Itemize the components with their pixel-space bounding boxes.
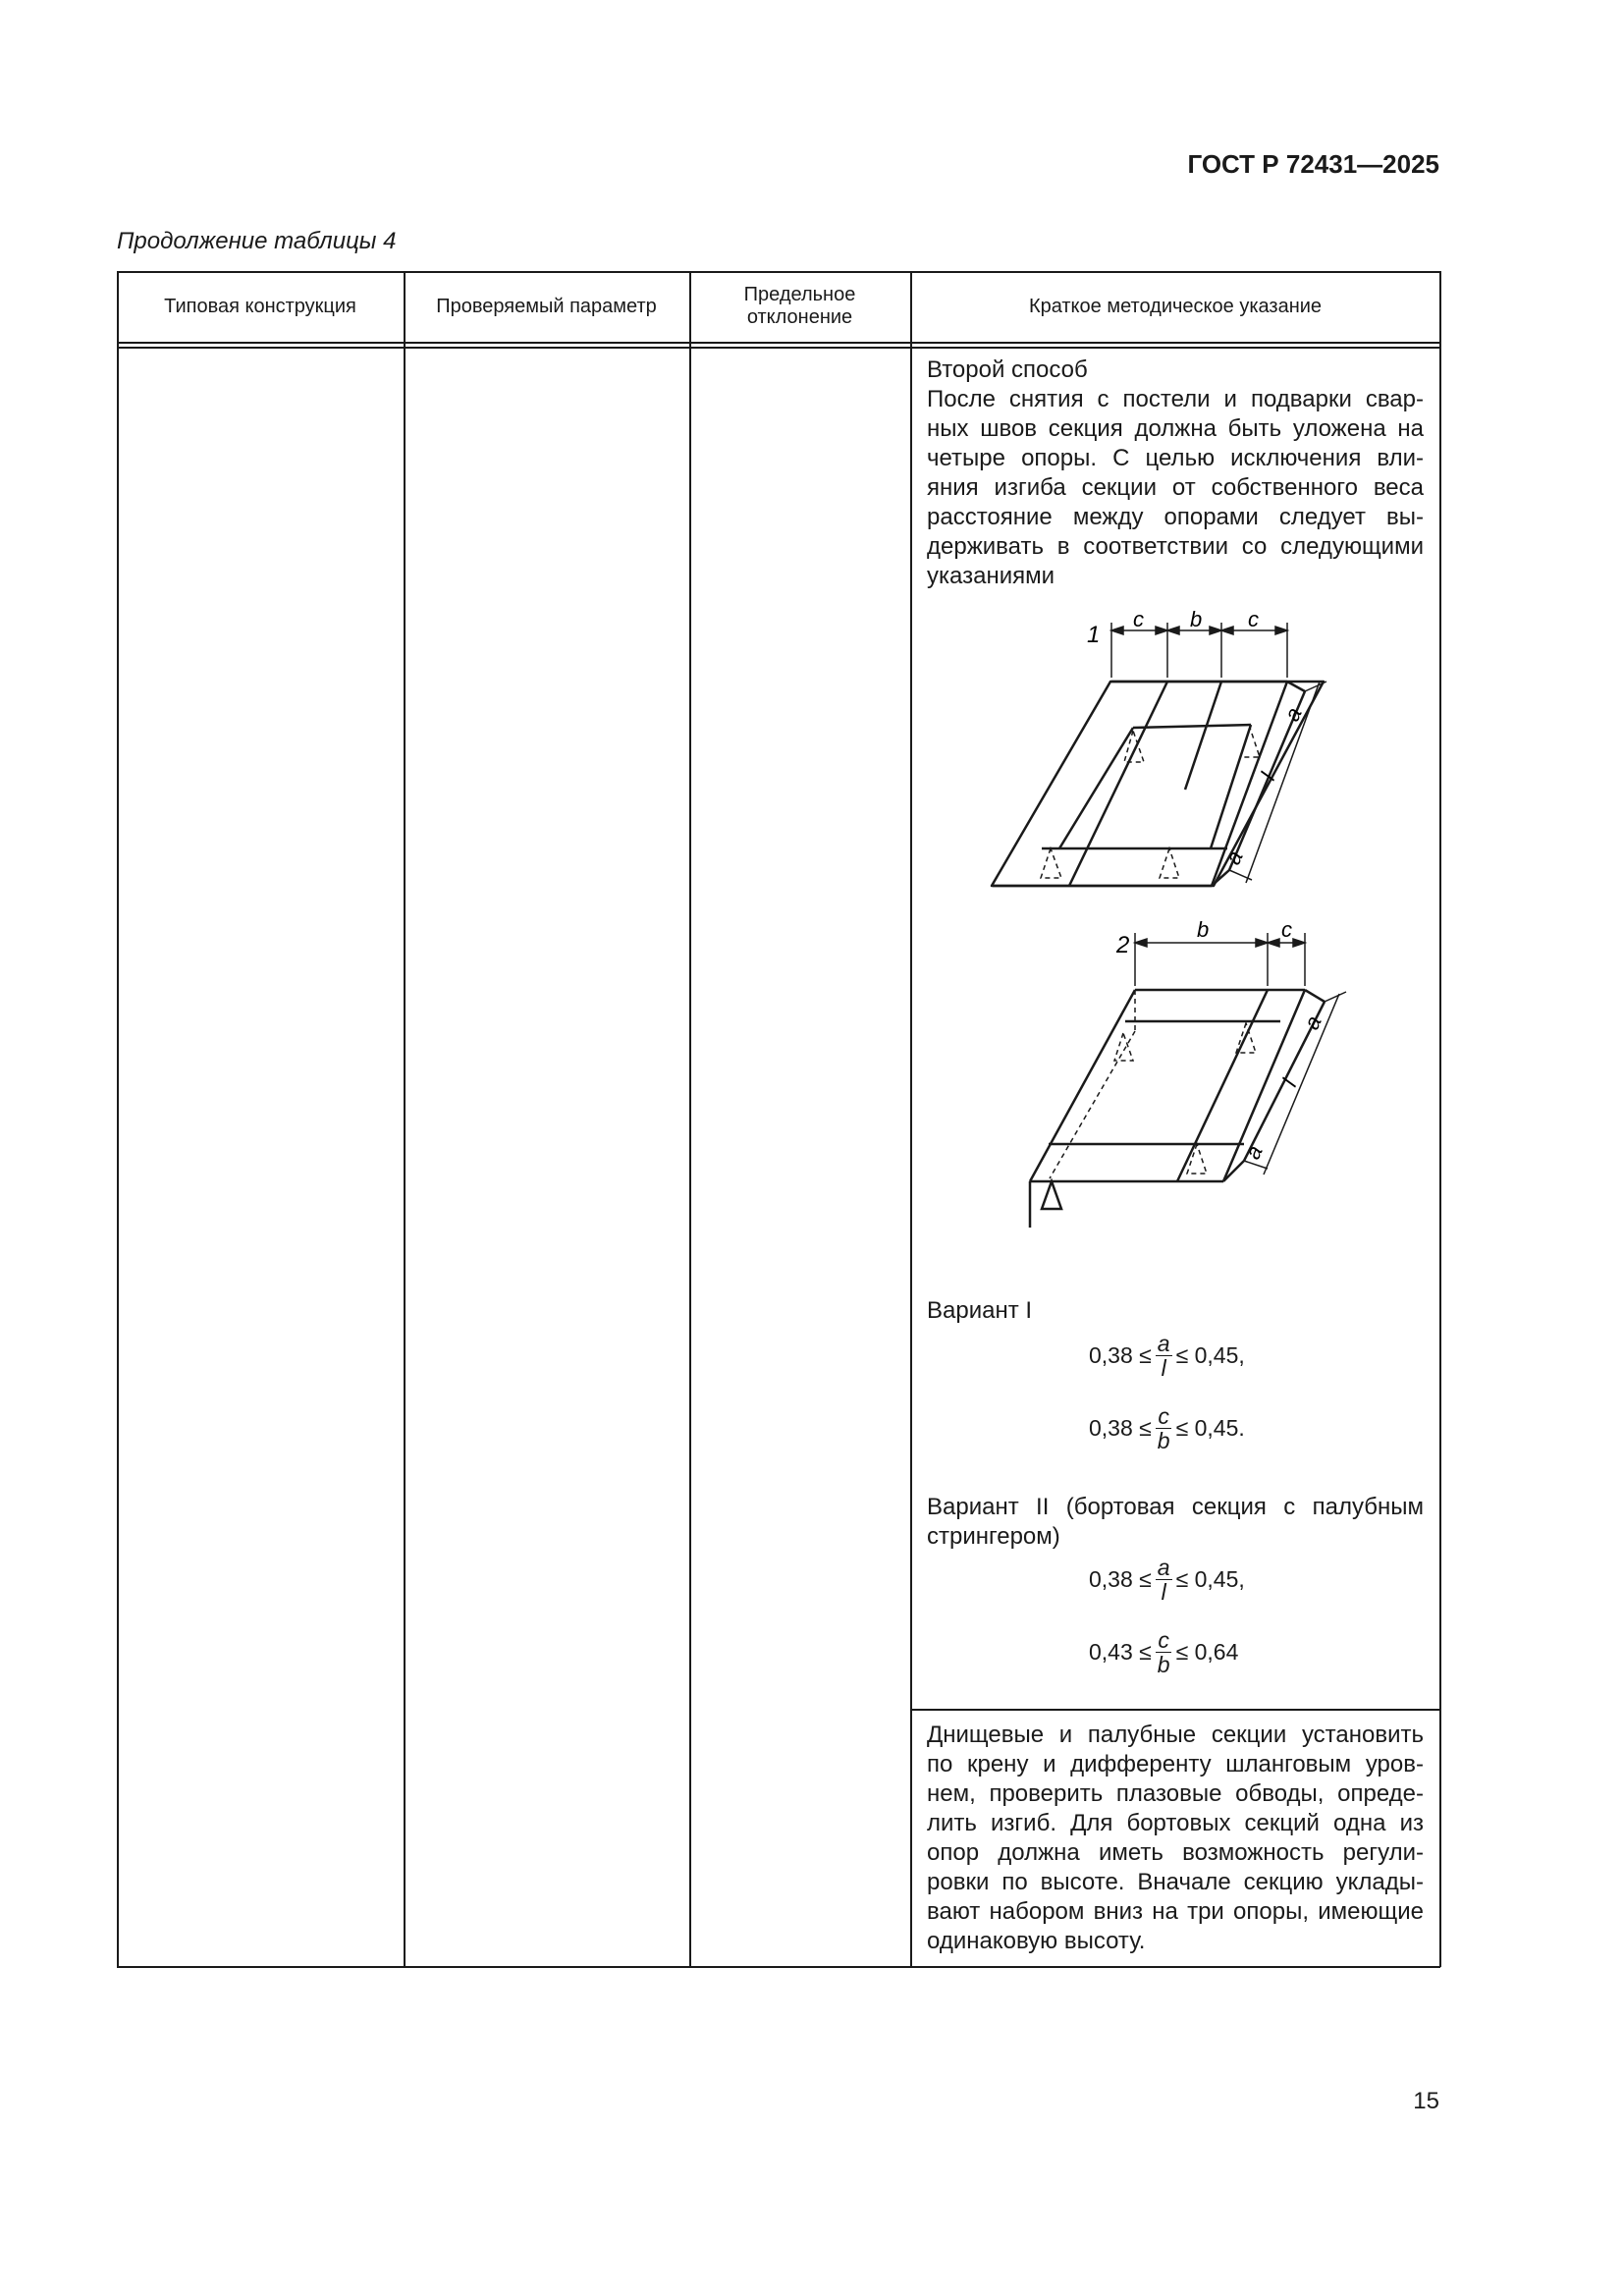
table-left-border — [117, 271, 119, 1967]
method-line: четыре опоры. С целью исключения вли- — [927, 445, 1424, 471]
numerator: c — [1158, 1403, 1169, 1429]
method-line: яния изгиба секции от собственного веса — [927, 474, 1424, 501]
method-2-line: ровки по высоте. Вначале секцию уклады- — [927, 1869, 1424, 1895]
formula-rhs: ≤ 0,45. — [1175, 1415, 1245, 1441]
method-line: держивать в соответствии со следующими — [927, 533, 1424, 560]
fig1-label-b: b — [1190, 607, 1203, 631]
formula-rhs: ≤ 0,45, — [1175, 1566, 1245, 1592]
method-text-block — [927, 355, 1424, 591]
fig2-label-b: b — [1197, 917, 1210, 942]
fraction — [1156, 1332, 1172, 1380]
fig1-label-a: a — [1219, 847, 1248, 869]
formula-lhs: 0,43 ≤ — [1089, 1639, 1152, 1665]
fig2-number: 2 — [1116, 932, 1130, 958]
figure-1-four-supports — [981, 607, 1315, 912]
row-separator — [910, 1709, 1440, 1711]
method-2-line: одинаковую высоту. — [927, 1928, 1146, 1954]
fig2-label-c: c — [1281, 917, 1292, 942]
figure-2-drawing — [1001, 917, 1326, 1228]
variant-1-title: Вариант I — [927, 1297, 1033, 1324]
page-number: 15 — [1413, 2088, 1439, 2114]
numerator: c — [1158, 1627, 1169, 1653]
table-4-continuation — [117, 271, 1440, 1967]
table-right-border — [1439, 271, 1441, 1967]
fig2-label-l: l — [1276, 1075, 1302, 1091]
method-2-line: вают набором вниз на три опоры, имеющие — [927, 1898, 1424, 1925]
method-line: ных швов секция должна быть уложена на — [927, 415, 1424, 442]
figure-1-drawing — [981, 607, 1315, 907]
col-divider-2 — [689, 271, 691, 1967]
fraction — [1156, 1628, 1172, 1676]
method-2-line: лить изгиб. Для бортовых секций одна из — [927, 1810, 1424, 1836]
col-divider-1 — [404, 271, 406, 1967]
col-divider-3 — [910, 271, 912, 1967]
method-line: После снятия с постели и подварки свар- — [927, 386, 1424, 412]
formula-rhs: ≤ 0,64 — [1175, 1639, 1239, 1665]
formula-lhs: 0,38 ≤ — [1089, 1415, 1152, 1441]
header-separator-double — [117, 347, 1440, 349]
section-outline — [992, 682, 1324, 886]
method-2-text-block — [927, 1721, 1424, 1956]
document-code: ГОСТ Р 72431—2025 — [1187, 149, 1439, 179]
fraction — [1156, 1556, 1172, 1604]
variant-2-formula-a-l — [1089, 1556, 1245, 1604]
header-deviation: Предельное отклонение — [743, 284, 856, 328]
fig1-label-a: a — [1278, 703, 1307, 726]
variant-2-title-line: стрингером) — [927, 1523, 1060, 1550]
denominator: b — [1157, 1652, 1170, 1677]
method-2-line: опор должна иметь возможность регули- — [927, 1839, 1424, 1866]
header-parameter: Проверяемый параметр — [436, 295, 657, 317]
fig2-label-a: a — [1298, 1011, 1326, 1034]
method-2-line: Днищевые и палубные секции установить — [927, 1722, 1424, 1748]
table-caption: Продолжение таблицы 4 — [117, 228, 397, 254]
method-2-line: нем, проверить плазовые обводы, опреде- — [927, 1780, 1424, 1807]
header-construction: Типовая конструкция — [164, 295, 356, 317]
numerator: a — [1157, 1331, 1170, 1356]
fig1-label-c: c — [1133, 607, 1144, 631]
numerator: a — [1157, 1555, 1170, 1580]
denominator: l — [1161, 1355, 1166, 1381]
variant-2-title-line: Вариант II (бортовая секция с палубным — [927, 1494, 1424, 1520]
method-2-line: по крену и дифференту шланговым уров- — [927, 1751, 1424, 1777]
variant-1-formula-c-b — [1089, 1404, 1245, 1452]
formula-lhs: 0,38 ≤ — [1089, 1342, 1152, 1368]
table-bottom-border — [117, 1966, 1440, 1968]
fig2-label-a: a — [1239, 1141, 1268, 1164]
fig1-label-l: l — [1255, 769, 1280, 785]
variant-2-formula-c-b — [1089, 1628, 1238, 1676]
fraction — [1156, 1404, 1172, 1452]
denominator: l — [1161, 1579, 1166, 1605]
figure-2-three-supports — [1001, 917, 1326, 1232]
method-line: расстояние между опорами следует вы- — [927, 504, 1424, 530]
method-heading: Второй способ — [927, 356, 1088, 383]
formula-lhs: 0,38 ≤ — [1089, 1566, 1152, 1592]
fig1-number: 1 — [1087, 622, 1101, 648]
formula-rhs: ≤ 0,45, — [1175, 1342, 1245, 1368]
variant-1-formula-a-l — [1089, 1332, 1245, 1380]
header-method: Краткое методическое указание — [1028, 295, 1323, 317]
fig1-label-c: c — [1248, 607, 1259, 631]
denominator: b — [1157, 1428, 1170, 1453]
variant-2-title — [927, 1493, 1424, 1552]
method-line: указаниями — [927, 563, 1055, 589]
header-separator — [117, 342, 1440, 344]
